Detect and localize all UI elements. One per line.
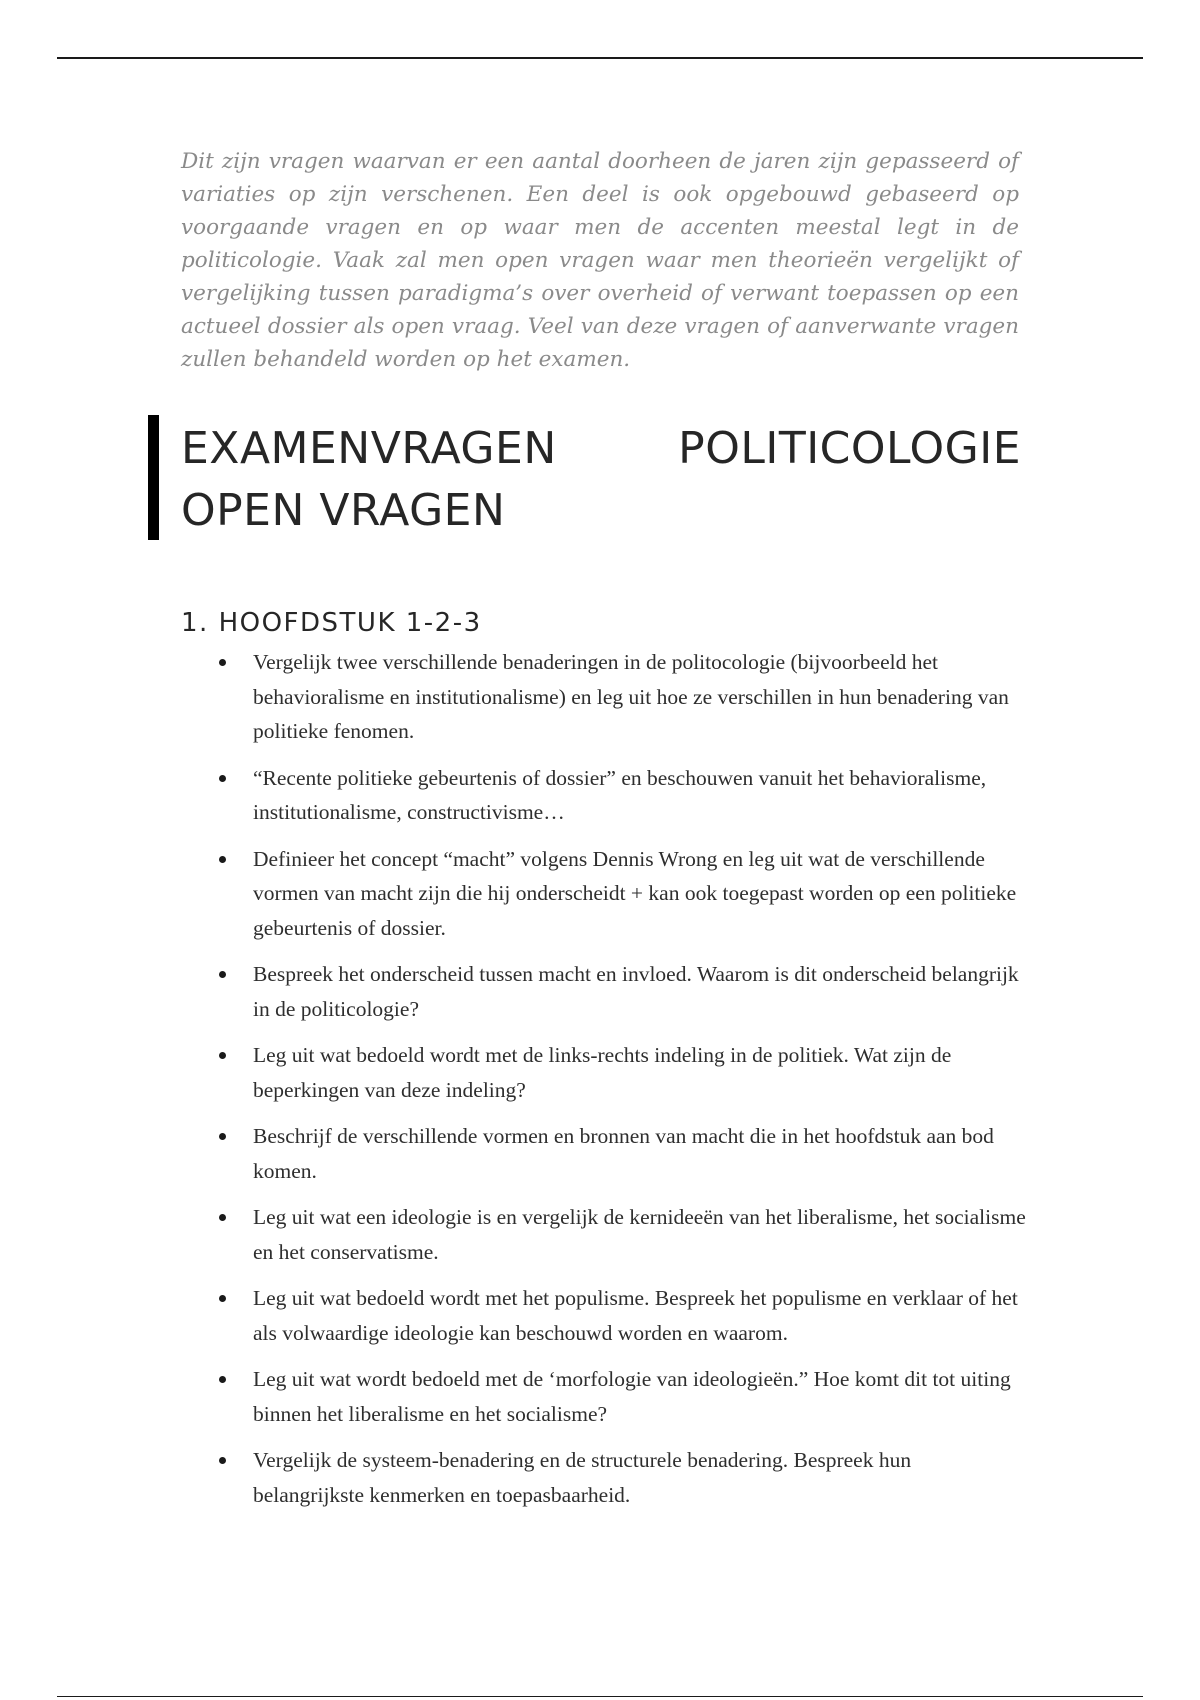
question-text: Bespreek het onderscheid tussen macht en invloed. Waarom is dit onderscheid belangrijk in de politicologie?: [253, 962, 1019, 1021]
list-item: [181, 1443, 1026, 1512]
page-title: [181, 418, 1021, 542]
bullet-icon: [219, 971, 226, 978]
section-heading: 1. HOOFDSTUK 1-2-3: [181, 608, 482, 638]
bullet-icon: [219, 1133, 226, 1140]
list-item: [181, 645, 1026, 749]
title-word-1: EXAMENVRAGEN: [181, 423, 557, 474]
title-accent-bar: [148, 415, 159, 540]
list-item: [181, 1200, 1026, 1269]
bullet-icon: [219, 1376, 226, 1383]
intro-paragraph: Dit zijn vragen waarvan er een aantal doorheen de jaren zijn gepasseerd of variaties op zijn verschenen. Een deel is ook opgebouwd gebaseerd op voorgaande vragen en op waar men de accenten meestal legt in de politicologie. Vaak zal men open vragen waar men theorieën vergelijkt of vergelijking tussen paradigma’s over overheid of verwant toepassen op een actueel dossier als open vraag. Veel van deze vragen of aanverwante vragen zullen behandeld worden op het examen.: [181, 149, 1019, 372]
title-line-2: OPEN VRAGEN: [181, 485, 506, 536]
list-item: [181, 761, 1026, 830]
bullet-icon: [219, 1052, 226, 1059]
bullet-icon: [219, 659, 226, 666]
question-text: Leg uit wat wordt bedoeld met de ‘morfologie van ideologieën.” Hoe komt dit tot uiting binnen het liberalisme en het socialisme?: [253, 1367, 1011, 1426]
list-item: [181, 1038, 1026, 1107]
question-text: Vergelijk de systeem-benadering en de structurele benadering. Bespreek hun belangrijkste kenmerken en toepasbaarheid.: [253, 1448, 912, 1507]
question-text: Beschrijf de verschillende vormen en bronnen van macht die in het hoofdstuk aan bod komen.: [253, 1124, 994, 1183]
list-item: [181, 842, 1026, 946]
bullet-icon: [219, 775, 226, 782]
question-text: Leg uit wat een ideologie is en vergelijk de kernideeën van het liberalisme, het socialisme en het conservatisme.: [253, 1205, 1026, 1264]
bullet-icon: [219, 1295, 226, 1302]
list-item: [181, 957, 1026, 1026]
title-word-2: POLITICOLOGIE: [678, 423, 1021, 474]
question-text: Definieer het concept “macht” volgens Dennis Wrong en leg uit wat de verschillende vormen van macht zijn die hij onderscheidt + kan ook toegepast worden op een politieke gebeurtenis of dossier.: [253, 846, 1017, 940]
question-text: Vergelijk twee verschillende benaderingen in de politocologie (bijvoorbeeld het behavioralisme en institutionalisme) en leg uit hoe ze verschillen in hun benadering van politieke fenomen.: [253, 650, 1009, 743]
title-line-1: [181, 418, 1021, 480]
question-text: Leg uit wat bedoeld wordt met de links-rechts indeling in de politiek. Wat zijn de beperkingen van deze indeling?: [253, 1043, 952, 1102]
bullet-icon: [219, 1457, 226, 1464]
bullet-icon: [219, 1214, 226, 1221]
list-item: [181, 1362, 1026, 1431]
header-rule: [57, 57, 1143, 59]
list-item: [181, 1119, 1026, 1188]
bullet-icon: [219, 856, 226, 863]
list-item: [181, 1281, 1026, 1350]
question-text: Leg uit wat bedoeld wordt met het populisme. Bespreek het populisme en verklaar of het als volwaardige ideologie kan beschouwd worden en waarom.: [253, 1286, 1018, 1345]
question-text: “Recente politieke gebeurtenis of dossier” en beschouwen vanuit het behavioralisme, institutionalisme, constructivisme…: [253, 765, 987, 824]
footer-rule: [57, 1696, 1143, 1697]
question-list: [181, 645, 1026, 1524]
